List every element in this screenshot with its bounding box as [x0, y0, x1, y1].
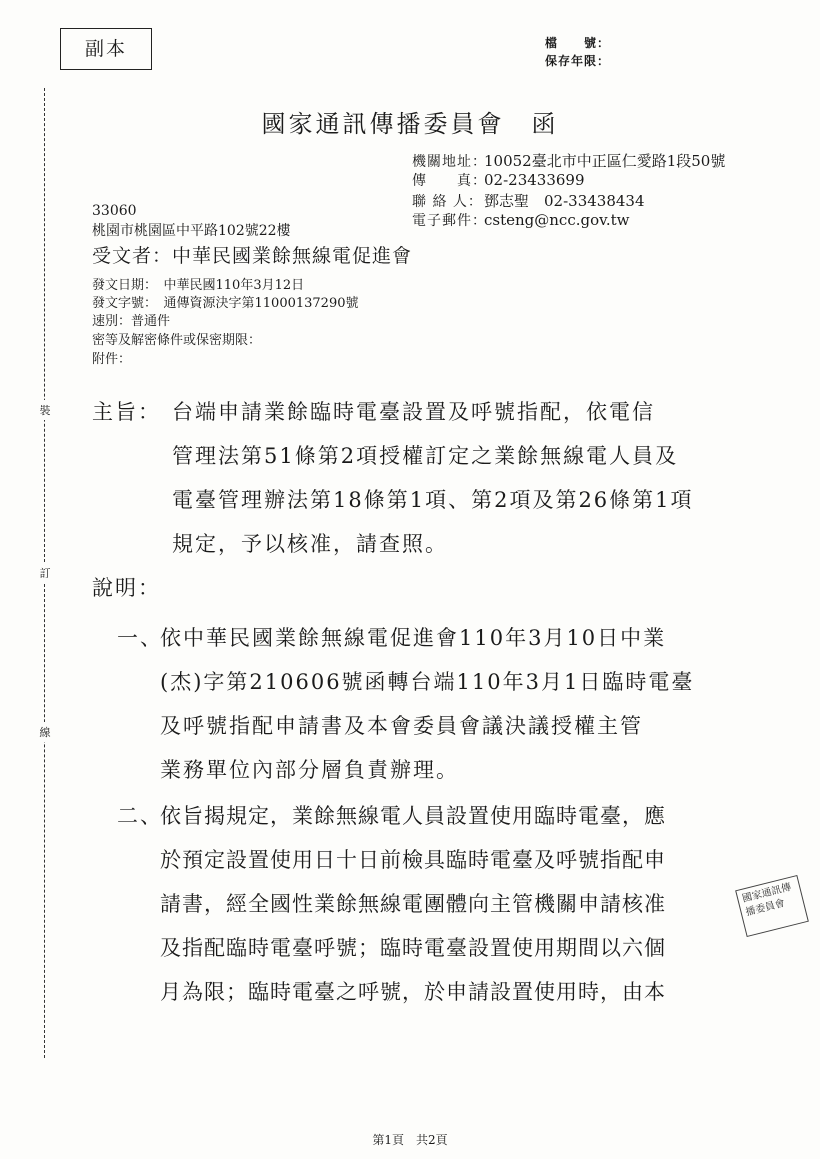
contact-email-label: 電子郵件：	[412, 213, 487, 229]
item-marker: 二、	[117, 804, 163, 828]
binding-mark-top: 裝	[38, 400, 52, 420]
contact-fax-label: 傳 真：	[412, 173, 487, 189]
item-line: 及指配臨時電臺呼號；臨時電臺設置使用期間以六個	[160, 936, 666, 960]
secrecy-level: 密等及解密條件或保密期限：	[92, 333, 262, 348]
file-number-label: 檔 號：	[545, 36, 611, 50]
issue-date: 發文日期： 中華民國110年3月12日	[92, 278, 305, 293]
copy-label-box: 副本	[60, 28, 152, 70]
retention-period-label: 保存年限：	[545, 54, 611, 68]
item-line: 於預定設置使用日十日前檢具臨時電臺及呼號指配申	[160, 848, 666, 872]
contact-fax-value: 02-23433699	[484, 171, 585, 189]
document-number: 發文字號： 通傳資源決字第11000137290號	[92, 296, 359, 311]
contact-person-row	[412, 190, 645, 211]
item-line: 及呼號指配申請書及本會委員會議決議授權主管	[160, 714, 643, 738]
document-title: 國家通訊傳播委員會 函	[261, 110, 559, 138]
recipient-zip: 33060	[92, 203, 137, 219]
subject-line: 台端申請業餘臨時電臺設置及呼號指配，依電信	[172, 400, 655, 424]
contact-email-row	[412, 210, 629, 230]
item-line: 請書，經全國性業餘無線電團體向主管機關申請核准	[160, 892, 666, 916]
delivery-speed: 速別：普通件	[92, 314, 171, 329]
item-line: 依中華民國業餘無線電促進會110年3月10日中業	[160, 626, 667, 650]
binding-mark-bottom: 線	[38, 722, 52, 742]
contact-person-label: 聯 絡 人：	[412, 194, 483, 210]
item-line: (杰)字第210606號函轉台端110年3月1日臨時電臺	[160, 670, 695, 694]
contact-person-value: 鄧志聖 02-33438434	[484, 192, 645, 210]
receipt-stamp: 國家通訊傳播委員會	[735, 875, 809, 937]
page-footer: 第1頁 共2頁	[372, 1133, 448, 1147]
recipient-address: 桃園市桃園區中平路102號22樓	[92, 223, 291, 239]
subject-line: 規定，予以核准，請查照。	[172, 532, 448, 556]
explanation-label: 說明：	[92, 576, 161, 600]
item-line: 依旨揭規定，業餘無線電人員設置使用臨時電臺，應	[160, 804, 666, 828]
attachment: 附件：	[92, 352, 132, 367]
item-line: 月為限；臨時電臺之呼號，於申請設置使用時，由本	[160, 980, 666, 1004]
recipient-name: 受文者：中華民國業餘無線電促進會	[92, 245, 413, 267]
item-marker: 一、	[117, 626, 163, 650]
contact-address-label: 機關地址：	[412, 154, 487, 170]
subject-label: 主旨：	[92, 400, 161, 424]
contact-address-value: 10052臺北市中正區仁愛路1段50號	[484, 152, 726, 170]
subject-line: 管理法第51條第2項授權訂定之業餘無線電人員及	[172, 444, 679, 468]
item-line: 業務單位內部分層負責辦理。	[160, 758, 459, 782]
contact-email-value: csteng@ncc.gov.tw	[484, 211, 630, 229]
contact-address-row	[412, 150, 725, 171]
contact-fax-row	[412, 170, 585, 190]
subject-line: 電臺管理辦法第18條第1項、第2項及第26條第1項	[172, 488, 694, 512]
binding-mark-middle: 訂	[38, 563, 52, 583]
